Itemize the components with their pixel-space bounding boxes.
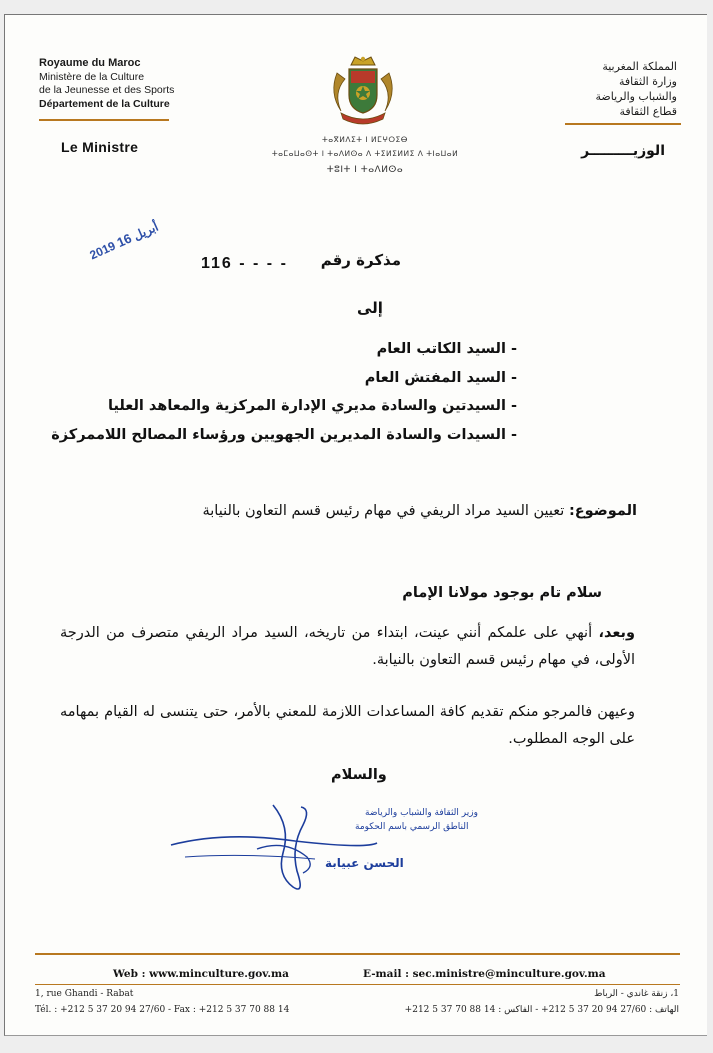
footer-bottom-rule: [35, 984, 680, 985]
header-ar-line-4: قطاع الثقافة: [619, 105, 677, 118]
header-left-rule: [39, 119, 169, 121]
header-fr-line-4: Département de la Culture: [39, 97, 170, 110]
to-label: إلى: [357, 299, 383, 317]
header-french-block: [39, 57, 179, 111]
svg-text:الحسن عبيابة: الحسن عبيابة: [325, 856, 404, 870]
recipient-item: - السيدتين والسادة مديري الإدارة المركزية والمعاهد العليا: [108, 398, 517, 414]
header-ar-line-3: والشباب والرياضة: [595, 90, 677, 103]
tifinagh-line-3: ⵜⵓⵏⵜ ⵏ ⵜⴰⴷⵍⵙⴰ: [326, 165, 404, 175]
header-ar-line-1: المملكة المغربية: [602, 60, 677, 73]
header-fr-line-3: de la Jeunesse et des Sports: [39, 84, 175, 96]
footer-top-rule: [35, 953, 680, 955]
letter-page: [4, 14, 707, 1036]
footer-web: Web : www.minculture.gov.ma: [113, 968, 289, 980]
footer-phone-fr: Tél. : +212 5 37 20 94 27/60 - Fax : +212 5 37 70 88 14: [35, 1005, 290, 1015]
moroccan-coat-of-arms-emblem: [327, 53, 399, 131]
handwritten-signature: [165, 787, 478, 907]
footer-address-fr: 1, rue Ghandi - Rabat: [35, 989, 134, 999]
subject-text: تعيين السيد مراد الريفي في مهام رئيس قسم التعاون بالنيابة: [202, 503, 569, 519]
recipient-item: - السيد المفتش العام: [364, 369, 517, 386]
note-number: 116 - - - -: [201, 255, 288, 272]
header-fr-line-2: Ministère de la Culture: [39, 70, 145, 83]
subject-label: الموضوع:: [568, 503, 637, 519]
recipients-list: [0, 335, 517, 449]
tifinagh-line-2: ⵜⴰⵎⴰⵡⴰⵙⵜ ⵏ ⵜⴰⴷⵍⵙⴰ ⴷ ⵜⵉⵍⵉⵍⵍⵉ ⴷ ⵜⵏⴰⵡⴰⵍ: [271, 149, 459, 158]
note-label: مذكرة رقم: [320, 251, 401, 269]
stamp-date-text: 2019 أبريل: [87, 219, 161, 263]
closing: والسلام: [331, 767, 387, 783]
body-p1-lead: وبعد،: [598, 625, 635, 641]
date-stamp: [87, 219, 160, 263]
header-ar-line-2: وزارة الثقافة: [618, 75, 677, 88]
tifinagh-line-1: ⵜⴰⴳⵍⴷⵉⵜ ⵏ ⵍⵎⵖⵔⵉⴱ: [322, 135, 408, 144]
header-arabic-block: [547, 59, 677, 119]
header-ar-title: الوزيـــــــــر: [581, 143, 665, 159]
header-fr-title: Le Ministre: [61, 139, 139, 155]
subject-line: [203, 503, 638, 519]
body-paragraph-2: وعيهن فالمرجو منكم تقديم كافة المساعدات اللازمة للمعني بالأمر، حتى يتنسى له القيام بمهامه على الوجه المطلوب.: [60, 704, 635, 747]
header-right-rule: [565, 123, 681, 125]
stamp-day: 16: [114, 230, 134, 251]
body-paragraph-1: [60, 620, 635, 674]
svg-text:الناطق الرسمي باسم الحكومة: الناطق الرسمي باسم الحكومة: [355, 822, 469, 832]
svg-text:وزير الثقافة والشباب والرياضة: وزير الثقافة والشباب والرياضة: [365, 808, 478, 818]
recipient-item: - السيدات والسادة المديرين الجهويين ورؤساء المصالح اللاممركزة: [51, 426, 517, 443]
header-fr-line-1: Royaume du Maroc: [39, 57, 141, 69]
body-p1-text: أنهي على علمكم أنني عينت، ابتداء من تاريخه، السيد مراد الريفي متصرف من الدرجة الأولى، في مهام رئيس قسم التعاون بالنيابة.: [60, 625, 635, 668]
recipient-item: - السيد الكاتب العام: [376, 341, 517, 357]
footer-address-ar: 1، زنقة غاندي - الرباط: [594, 989, 679, 999]
footer-phone-ar: الهاتف : 27/60 94 20 37 5 212+ - الفاكس : 14 88 70 37 5 212+: [404, 1005, 679, 1015]
greeting: سلام تام بوجود مولانا الإمام: [402, 585, 602, 601]
footer-email: E-mail : sec.ministre@minculture.gov.ma: [363, 968, 606, 980]
